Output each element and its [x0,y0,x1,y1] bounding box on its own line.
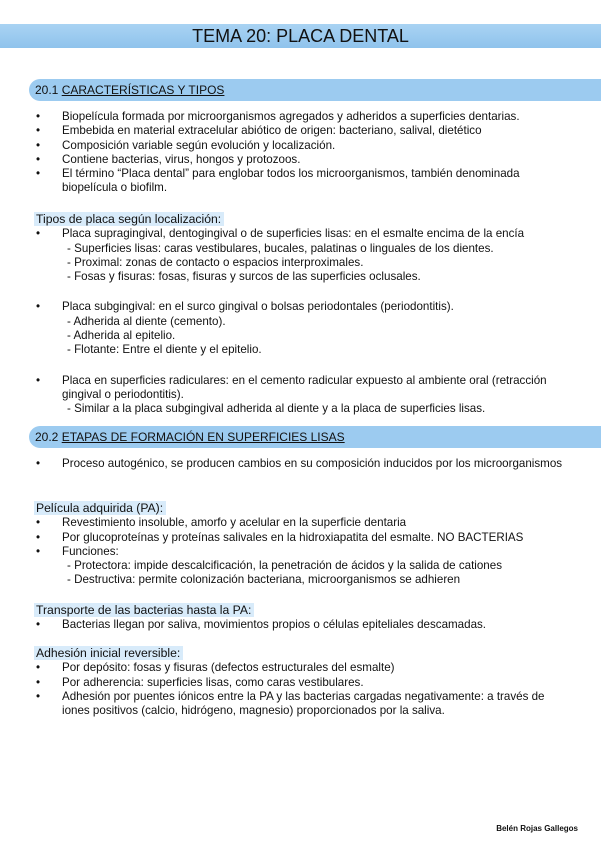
transporte [36,603,571,633]
section-title: ETAPAS DE FORMACIÓN EN SUPERFICIES LISAS [61,430,345,444]
list-item: • El término “Placa dental” para englobar todos los microorganismos, también denominada biopelícula o biofilm. [36,167,520,195]
list-item: • Bacterias llegan por saliva, movimientos propios o células epiteliales descamadas. [36,618,487,632]
list-item: • Adhesión por puentes iónicos entre la PA y las bacterias cargadas negativamente: a través de iones positivos (calcio, hidrógeno, magnesio) proporcionados por la saliva. [36,689,545,718]
sub-item: - Proximal: zonas de contacto o espacios interproximales. [67,255,364,269]
list-item: • Composición variable según evolución y localización. [36,138,336,152]
section-header-1 [29,79,601,101]
list-item: • Funciones: [36,544,119,558]
section-number: 20.2 [35,430,62,444]
adhesion [36,646,571,718]
section-number: 20.1 [35,83,62,97]
sub-item: - Adherida al diente (cemento). [67,314,226,328]
subheading: Tipos de placa según localización: [34,212,224,226]
list-item: • Por adherencia: superficies lisas, como caras vestibulares. [36,675,364,689]
sub-item: - Destructiva: permite colonización bacteriana, microorganismos se adhieren [67,573,461,587]
list-item: • Placa en superficies radiculares: en el cemento radicular expuesto al ambiente oral (retracción gingival o periodontitis). [36,373,547,401]
sub-item: - Fosas y fisuras: fosas, fisuras y surcos de las superficies oclusales. [67,270,421,284]
list-item: • Contiene bacterias, virus, hongos y protozoos. [36,152,301,166]
sub-item: - Flotante: Entre el diente y el epitelio. [67,343,262,357]
list-item: • Revestimiento insoluble, amorfo y acelular en la superficie dentaria [36,516,407,530]
list-item: • Placa supragingival, dentogingival o de superficies lisas: en el esmalte encima de la encía [36,227,525,241]
section-2-intro [36,457,571,471]
sub-item: - Superficies lisas: caras vestibulares, bucales, palatinas o linguales de los dientes. [67,241,494,255]
sub-item: - Protectora: impide descalcificación, la penetración de ácidos y la salida de cationes [67,559,503,573]
author-footer: Belén Rojas Gallegos [496,824,578,833]
list-item: • Por glucoproteínas y proteínas salivales en la hidroxiapatita del esmalte. NO BACTERIAS [36,530,524,544]
placa-types [36,212,571,417]
subheading: Adhesión inicial reversible: [34,646,183,660]
section-1-content [36,110,571,196]
list-item: • Biopelícula formada por microorganismos agregados y adheridos a superficies dentarias. [36,110,520,123]
list-item: • Placa subgingival: en el surco gingival o bolsas periodontales (periodontitis). [36,300,454,314]
subheading: Película adquirida (PA): [34,501,166,515]
sub-item: - Adherida al epitelio. [67,329,176,343]
sub-item: - Similar a la placa subgingival adherida al diente y a la placa de superficies lisas. [67,402,486,416]
list-item: • Por depósito: fosas y fisuras (defectos estructurales del esmalte) [36,661,395,675]
list-item: • Proceso autogénico, se producen cambios en su composición inducidos por los microorganismos [36,457,563,470]
pelicula-adquirida [36,501,571,588]
page-title: TEMA 20: PLACA DENTAL [0,24,601,48]
subheading: Transporte de las bacterias hasta la PA: [34,603,254,617]
list-item: • Embebida en material extracelular abiótico de origen: bacteriano, salival, dietético [36,124,482,138]
section-header-2 [29,426,601,448]
section-title: CARACTERÍSTICAS Y TIPOS [61,83,225,97]
